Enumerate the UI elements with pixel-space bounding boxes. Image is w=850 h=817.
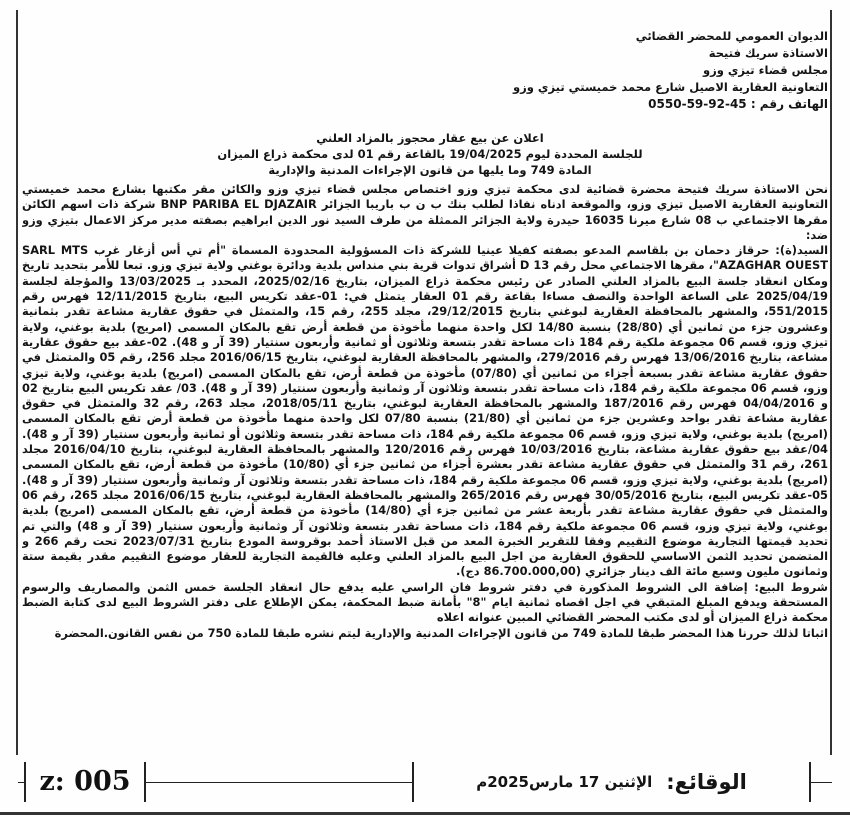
notice-title — [180, 130, 680, 178]
office-address: التعاونية العقارية الاصيل شارع محمد خميستي تيزي وزو — [513, 80, 828, 94]
bailiff-header — [408, 28, 828, 113]
gazette-name: الوقائع: — [666, 770, 747, 794]
bailiff-name: الاستاذة سريك فتيحة — [708, 46, 828, 60]
bottom-border-line — [0, 812, 850, 815]
court-name: مجلس قضاء تيزي وزو — [702, 63, 828, 77]
body-paragraph-property: السيد(ة): حرقاز دحمان بن بلقاسم المدعو بصفته كفيلا عينيا للشركة ذات المسؤولية المحدودة المسماة "أم تي أس أزغار غرب SARL MTS AZAGHAR OUEST"، مقرها الاجتماعي محل رقم D 13 أشراق تدوات قرية بني منداس بلدية ودائرة بوغني ولاية تيزي وزو. تبعا للأمر بتحديد تاريخ ومكان انعقاد جلسة البيع بالمزاد العلني الصادر عن رئيس محكمة ذراع الميزان، بتاريخ 2025/02/16، المحدد بـ 13/03/2025 والمؤجلة لجلسة 2025/04/19 على الساعة الواحدة والنصف مساءا بقاعة رقم 01 العقار يتمثل في: 01-عقد تكريس البيع، بتاريخ 12/11/2015 فهرس رقم 551/2015، والمشهر بالمحافظة العقارية لبوغني بتاريخ 29/12/2015، مجلد 255، رقم 15، والمتمثل في حقوق عقارية مشاعة تقدر بثمانية وعشرون جزء من ثمانين أي (28/80) بنسبة 14/80 لكل واحدة منهما مأخوذة من قطعة أرض تقع بالمكان المسمى (امريج) بلدية بوغني، ولاية تيزي وزو، قسم 06 مجموعة ملكية رقم 184 ذات مساحة تقدر بتسعة وثلاثون أو ثمانية وأربعون سنتيار (39 آر و 48). 02-عقد بيع حقوق عقارية مشاعة، بتاريخ 13/06/2016 فهرس رقم 279/2016، والمشهر بالمحافظة العقارية لبوغني، بتاريخ 2016/06/15 مجلد 256، رقم 05 والمتمثل في حقوق عقارية مشاعة تقدر بسبعة أجزاء من ثمانين أي (07/80) مأخوذة من قطعة أرض، تقع بالمكان المسمى (امريج) بلدية بوغني، ولاية تيزي وزو، قسم 06 مجموعة ملكية رقم 184، ذات مساحة تقدر بتسعة وثلاثون آر وثمانية وأربعون سنتيار (39 آر و 48). 03/ عقد تكريس البيع بتاريخ 02 و 04/04/2016 فهرس رقم 187/2016 والمشهر بالمحافظة العقارية لبوغني، بتاريخ 2018/05/11، مجلد 263، رقم 32 والمتمثل في حقوق عقارية مشاعة تقدر بواحد وعشرين جزء من ثمانين أي (21/80) بنسبة 07/80 لكل واحدة منهما مأخوذة من قطعة أرض تقع بالمكان المسمى (امريج) بلدية بوغني، ولاية تيزي وزو، قسم 06 مجموعة ملكية رقم 184، ذات مساحة تقدر بتسعة وثلاثون أو ثمانية وأربعون سنتيار (39 آر و 48). 04/عقد بيع حقوق عقارية مشاعة، بتاريخ 10/03/2016 فهرس رقم 120/2016 والمشهر بالمحافظة العقارية لبوغني، بتاريخ 2016/04/10 مجلد 261، رقم 31 والمتمثل في حقوق عقارية مشاعة تقدر بعشرة أجزاء من ثمانين جزء أي (10/80) مأخوذة من قطعة أرض، تقع بالمكان المسمى (امريج) بلدية بوغني، ولاية تيزي وزو، قسم 06 مجموعة ملكية رقم 184، ذات مساحة تقدر بتسعة وثلاثون آر وثمانية وأربعون سنتيار (39 آر و 48). 05-عقد تكريس البيع، بتاريخ 30/05/2016 فهرس رقم 265/2016 والمشهر بالمحافظة العقارية لبوغني، بتاريخ 2016/06/15 مجلد 265، رقم 06 والمتمثل في حقوق عقارية مشاعة تقدر بأربعة عشر من ثمانين جزء أي (14/80) مأخوذة من قطعة أرض، تقع بالمكان المسمى (امريج) بلدية بوغني، ولاية تيزي وزو، قسم 06 مجموعة ملكية رقم 184، ذات مساحة تقدر بتسعة وثلاثون آر وثمانية وأربعون سنتيار (39 آر و 48) والتي تم تحديد قيمتها التجارية موضوع التقييم وفقا للتقرير الخبرة المعد من قبل الاستاذ أحمد بوقروسة المودع بتاريخ 2023/07/31 تحت رقم 266 و المتضمن تحديد الثمن الاساسي للحقوق العقارية من اجل البيع بالمزاد العلني وعليه فالقيمة التجارية للعقار موضوع التقييم مقدر بقيمة ستة وثمانون مليون وسبع مائة الف دينار جزائري (86.700.000,00 دج). — [22, 243, 828, 579]
notice-body — [22, 182, 828, 747]
body-paragraph-closing: اثباتا لذلك حررنا هذا المحضر طبقا للمادة 749 من قانون الإجراءات المدنية والإدارية ليتم نشره طبقا للمادة 750 من نفس القانون.المحضرة — [54, 625, 828, 640]
office-name: الديوان العمومي للمحضر القضائي — [635, 29, 828, 43]
title-line-2: للجلسة المحددة ليوم 19/04/2025 بالقاعة رقم 01 لدى محكمة ذراع الميزان — [217, 147, 643, 161]
office-phone: الهاتف رقم : 45-92-59-0550 — [648, 97, 828, 111]
body-paragraph-requester: نحن الاستاذة سريك فتيحة محضرة قضائية لدى محكمة تيزي وزو اختصاص مجلس قضاء تيزي وزو والكائن مقر مكتبها بشارع محمد خميستي التعاونية العقارية الاصيل تيزي وزو، والموقعة ادناه نفاذا لطلب بنك ب ن ب باريبا الجزائر BNP PARIBA EL DJAZAIR شركة ذات اسهم الكائن مقرها الاجتماعي ب 08 شارع ميرنا 16035 حيدرة ولاية الجزائر الممثلة من طرف السيد نور الدين ابراهيم بصفته مدير مركز الاعمال بتيزي وزو ضد: — [22, 182, 828, 242]
gazette-banner — [412, 762, 811, 802]
gazette-date: الإثنين 17 مارس2025م — [476, 773, 653, 791]
issue-number: z: 005 — [24, 762, 146, 802]
title-line-1: اعلان عن بيع عقار محجوز بالمزاد العلني — [316, 131, 544, 145]
left-border-line — [16, 10, 18, 755]
body-paragraph-sale-conditions: شروط البيع: إضافة الى الشروط المذكورة في دفتر شروط فان الراسي عليه يدفع حال انعقاد الجلسة خمس الثمن والمصاريف والرسوم المستحقة ويدفع المبلغ المتبقي في اجل اقصاه ثمانية ايام "8" بأمانة ضبط المحكمة، يمكن الإطلاع على دفتر الشروط البيع لدى كتابة الضبط محكمة ذراع الميزان أو لدى مكتب المحضر القضائي المبين عنوانه اعلاه — [22, 579, 828, 625]
right-border-line — [830, 10, 832, 755]
title-line-3: المادة 749 وما يليها من قانون الإجراءات المدنية والإدارية — [268, 163, 592, 177]
